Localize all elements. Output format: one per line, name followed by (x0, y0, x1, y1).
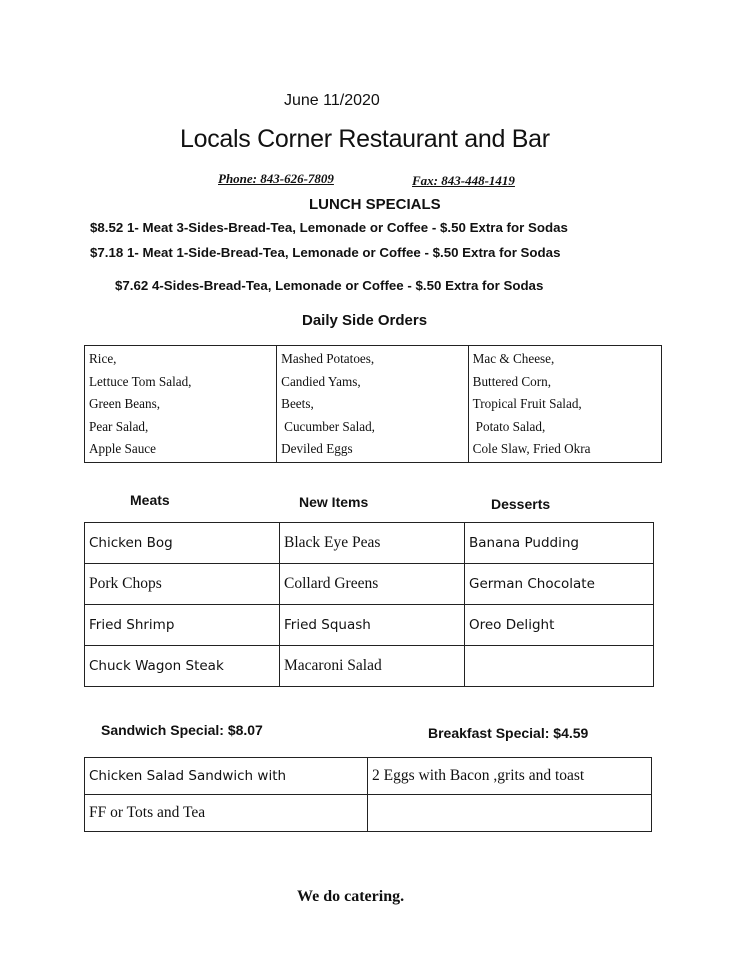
fax-number: Fax: 843-448-1419 (412, 173, 515, 188)
menu-items-table (84, 522, 654, 687)
meats-heading: Meats (130, 492, 170, 508)
sides-column-3 (468, 346, 661, 463)
table-row (85, 758, 652, 795)
side-item: Rice, (89, 351, 117, 366)
side-item: Lettuce Tom Salad, (89, 373, 192, 389)
new-item-cell: Collard Greens (280, 564, 465, 605)
new-item-cell: Black Eye Peas (280, 523, 465, 564)
phone-number: Phone: 843-626-7809 (218, 171, 334, 186)
meat-cell: Chuck Wagon Steak (85, 646, 280, 687)
specials-table (84, 757, 652, 832)
catering-note: We do catering. (297, 888, 405, 905)
meat-cell: Chicken Bog (85, 523, 280, 564)
sandwich-special-heading: Sandwich Special: $8.07 (101, 722, 263, 738)
sides-column-1 (85, 346, 277, 463)
side-item: Pear Salad, (89, 418, 149, 434)
side-item: Mashed Potatoes, (281, 351, 375, 366)
side-item: Apple Sauce (89, 441, 157, 457)
table-row (85, 564, 654, 605)
side-orders-table (84, 345, 662, 463)
side-item: Green Beans, (89, 396, 161, 412)
side-item: Tropical Fruit Salad, (472, 396, 582, 412)
meat-cell: Fried Shrimp (85, 605, 280, 646)
new-items-heading: New Items (299, 494, 369, 510)
desserts-heading: Desserts (491, 496, 551, 512)
dessert-cell: Oreo Delight (465, 605, 654, 646)
side-item: Candied Yams, (281, 373, 361, 389)
side-item: Potato Salad, (475, 418, 546, 434)
sandwich-cell: Chicken Salad Sandwich with (85, 758, 368, 795)
side-orders-heading: Daily Side Orders (302, 312, 428, 329)
meat-cell: Pork Chops (85, 564, 280, 605)
sides-column-2 (277, 346, 469, 463)
menu-date: June 11/2020 (284, 92, 380, 109)
restaurant-title: Locals Corner Restaurant and Bar (180, 125, 550, 153)
new-item-cell: Fried Squash (280, 605, 465, 646)
dessert-cell: Banana Pudding (465, 523, 654, 564)
side-item: Buttered Corn, (472, 373, 552, 389)
sandwich-cell: FF or Tots and Tea (85, 795, 368, 832)
side-item: Deviled Eggs (281, 441, 353, 457)
table-row (85, 523, 654, 564)
side-item: Mac & Cheese, (472, 351, 555, 366)
table-row (85, 605, 654, 646)
new-item-cell: Macaroni Salad (280, 646, 465, 687)
dessert-cell: German Chocolate (465, 564, 654, 605)
lunch-special-3: $7.62 4-Sides-Bread-Tea, Lemonade or Coffee - $.50 Extra for Sodas (115, 278, 544, 293)
table-row (85, 646, 654, 687)
side-item: Cucumber Salad, (284, 418, 375, 434)
side-item: Beets, (281, 396, 314, 412)
lunch-special-2: $7.18 1- Meat 1-Side-Bread-Tea, Lemonade or Coffee - $.50 Extra for Sodas (90, 245, 561, 260)
table-row (85, 795, 652, 832)
side-item: Cole Slaw, Fried Okra (472, 441, 591, 457)
breakfast-cell (368, 795, 652, 832)
breakfast-special-heading: Breakfast Special: $4.59 (428, 725, 589, 741)
lunch-specials-heading: LUNCH SPECIALS (309, 196, 441, 213)
lunch-special-1: $8.52 1- Meat 3-Sides-Bread-Tea, Lemonade or Coffee - $.50 Extra for Sodas (90, 220, 568, 235)
breakfast-cell: 2 Eggs with Bacon ,grits and toast (368, 758, 652, 795)
dessert-cell (465, 646, 654, 687)
